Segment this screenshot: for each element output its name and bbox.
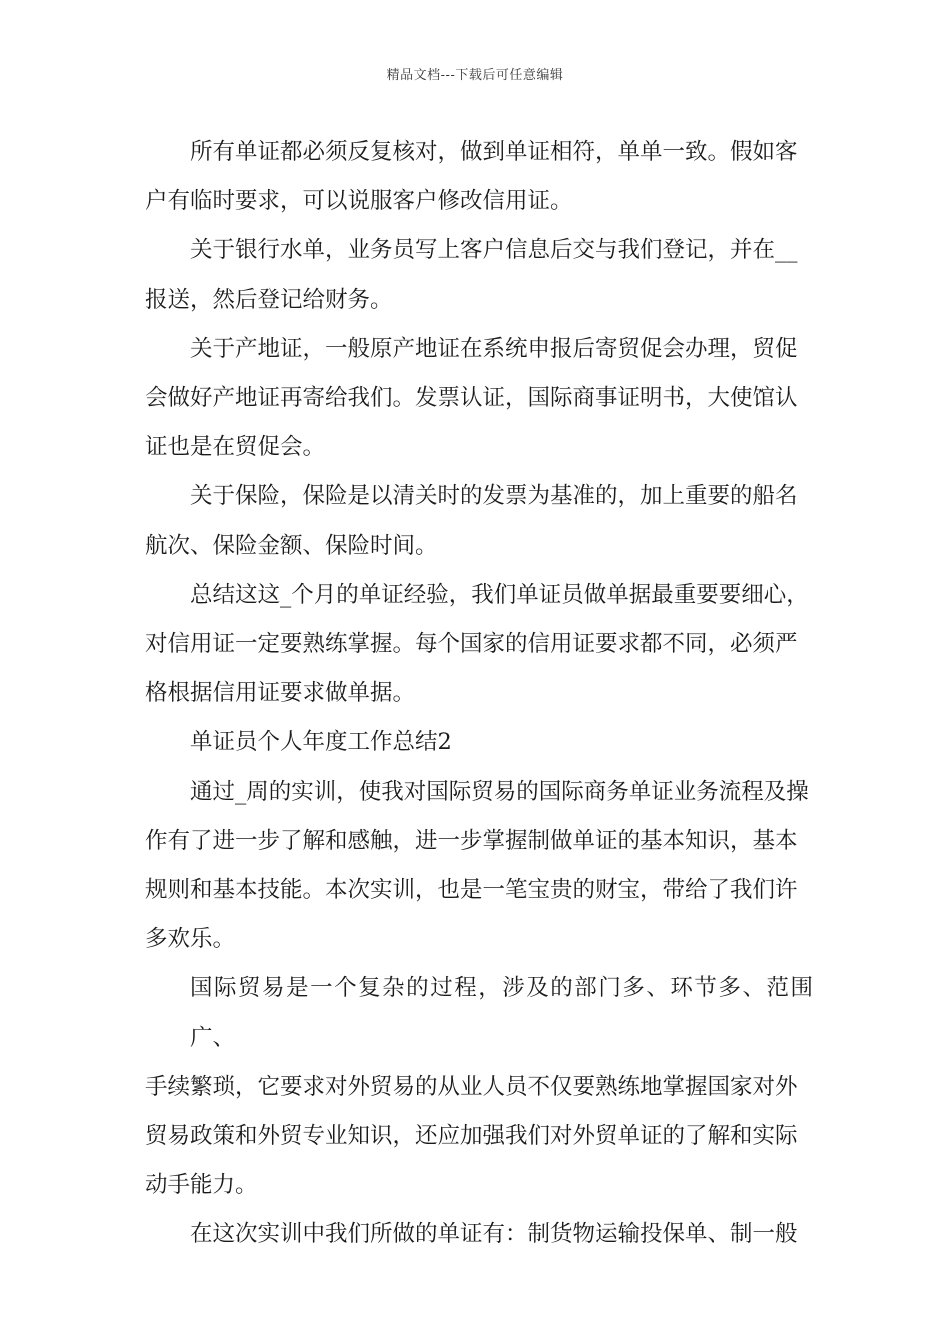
text-line: 在这次实训中我们所做的单证有：制货物运输投保单、制一般 (190, 1221, 798, 1248)
text-line: 多欢乐。 (145, 926, 236, 953)
text-line: 会做好产地证再寄给我们。发票认证，国际商事证明书，大使馆认 (145, 385, 798, 412)
paragraph-documents-made (145, 1210, 813, 1259)
document-body (145, 128, 813, 1260)
text-line: 动手能力。 (145, 1172, 258, 1199)
paragraph-bank-receipt (145, 226, 813, 324)
paragraph-summary (145, 571, 813, 719)
text-line: 关于保险，保险是以清关时的发票为基准的，加上重要的船名 (190, 483, 798, 510)
text-line: 户有临时要求，可以说服客户修改信用证。 (145, 188, 573, 215)
paragraph-insurance (145, 472, 813, 570)
text-line: 手续繁琐，它要求对外贸易的从业人员不仅要熟练地掌握国家对外 (145, 1073, 798, 1100)
paragraph-training (145, 768, 813, 965)
text-line: 通过_周的实训，使我对国际贸易的国际商务单证业务流程及操 (190, 778, 809, 805)
text-line: 关于银行水单，业务员写上客户信息后交与我们登记，并在__ (190, 237, 798, 264)
text-line: 对信用证一定要熟练掌握。每个国家的信用证要求都不同，必须严 (145, 631, 798, 658)
text-line: 国际贸易是一个复杂的过程，涉及的部门多、环节多、范围广、 (190, 975, 813, 1051)
text-line: 关于产地证，一般原产地证在系统申报后寄贸促会办理，贸促 (190, 335, 798, 362)
text-line: 作有了进一步了解和感触，进一步掌握制做单证的基本知识，基本 (145, 827, 798, 854)
text-line: 格根据信用证要求做单据。 (145, 680, 416, 707)
paragraph-document-check (145, 128, 813, 226)
paragraph-certificate-of-origin (145, 325, 813, 473)
text-line: 贸易政策和外贸专业知识，还应加强我们对外贸单证的了解和实际 (145, 1123, 798, 1150)
text-line: 航次、保险金额、保险时间。 (145, 532, 438, 559)
section-heading: 单证员个人年度工作总结2 (190, 729, 452, 756)
paragraph-international-trade (145, 964, 813, 1210)
text-line: 所有单证都必须反复核对，做到单证相符，单单一致。假如客 (190, 139, 798, 165)
text-line: 证也是在贸促会。 (145, 434, 326, 461)
page-header: 精品文档---下载后可任意编辑 (386, 68, 564, 83)
text-line: 规则和基本技能。本次实训，也是一笔宝贵的财宝，带给了我们许 (145, 877, 798, 904)
text-line: 报送，然后登记给财务。 (145, 286, 393, 313)
text-line: 总结这这_个月的单证经验，我们单证员做单据最重要要细心， (190, 581, 809, 608)
